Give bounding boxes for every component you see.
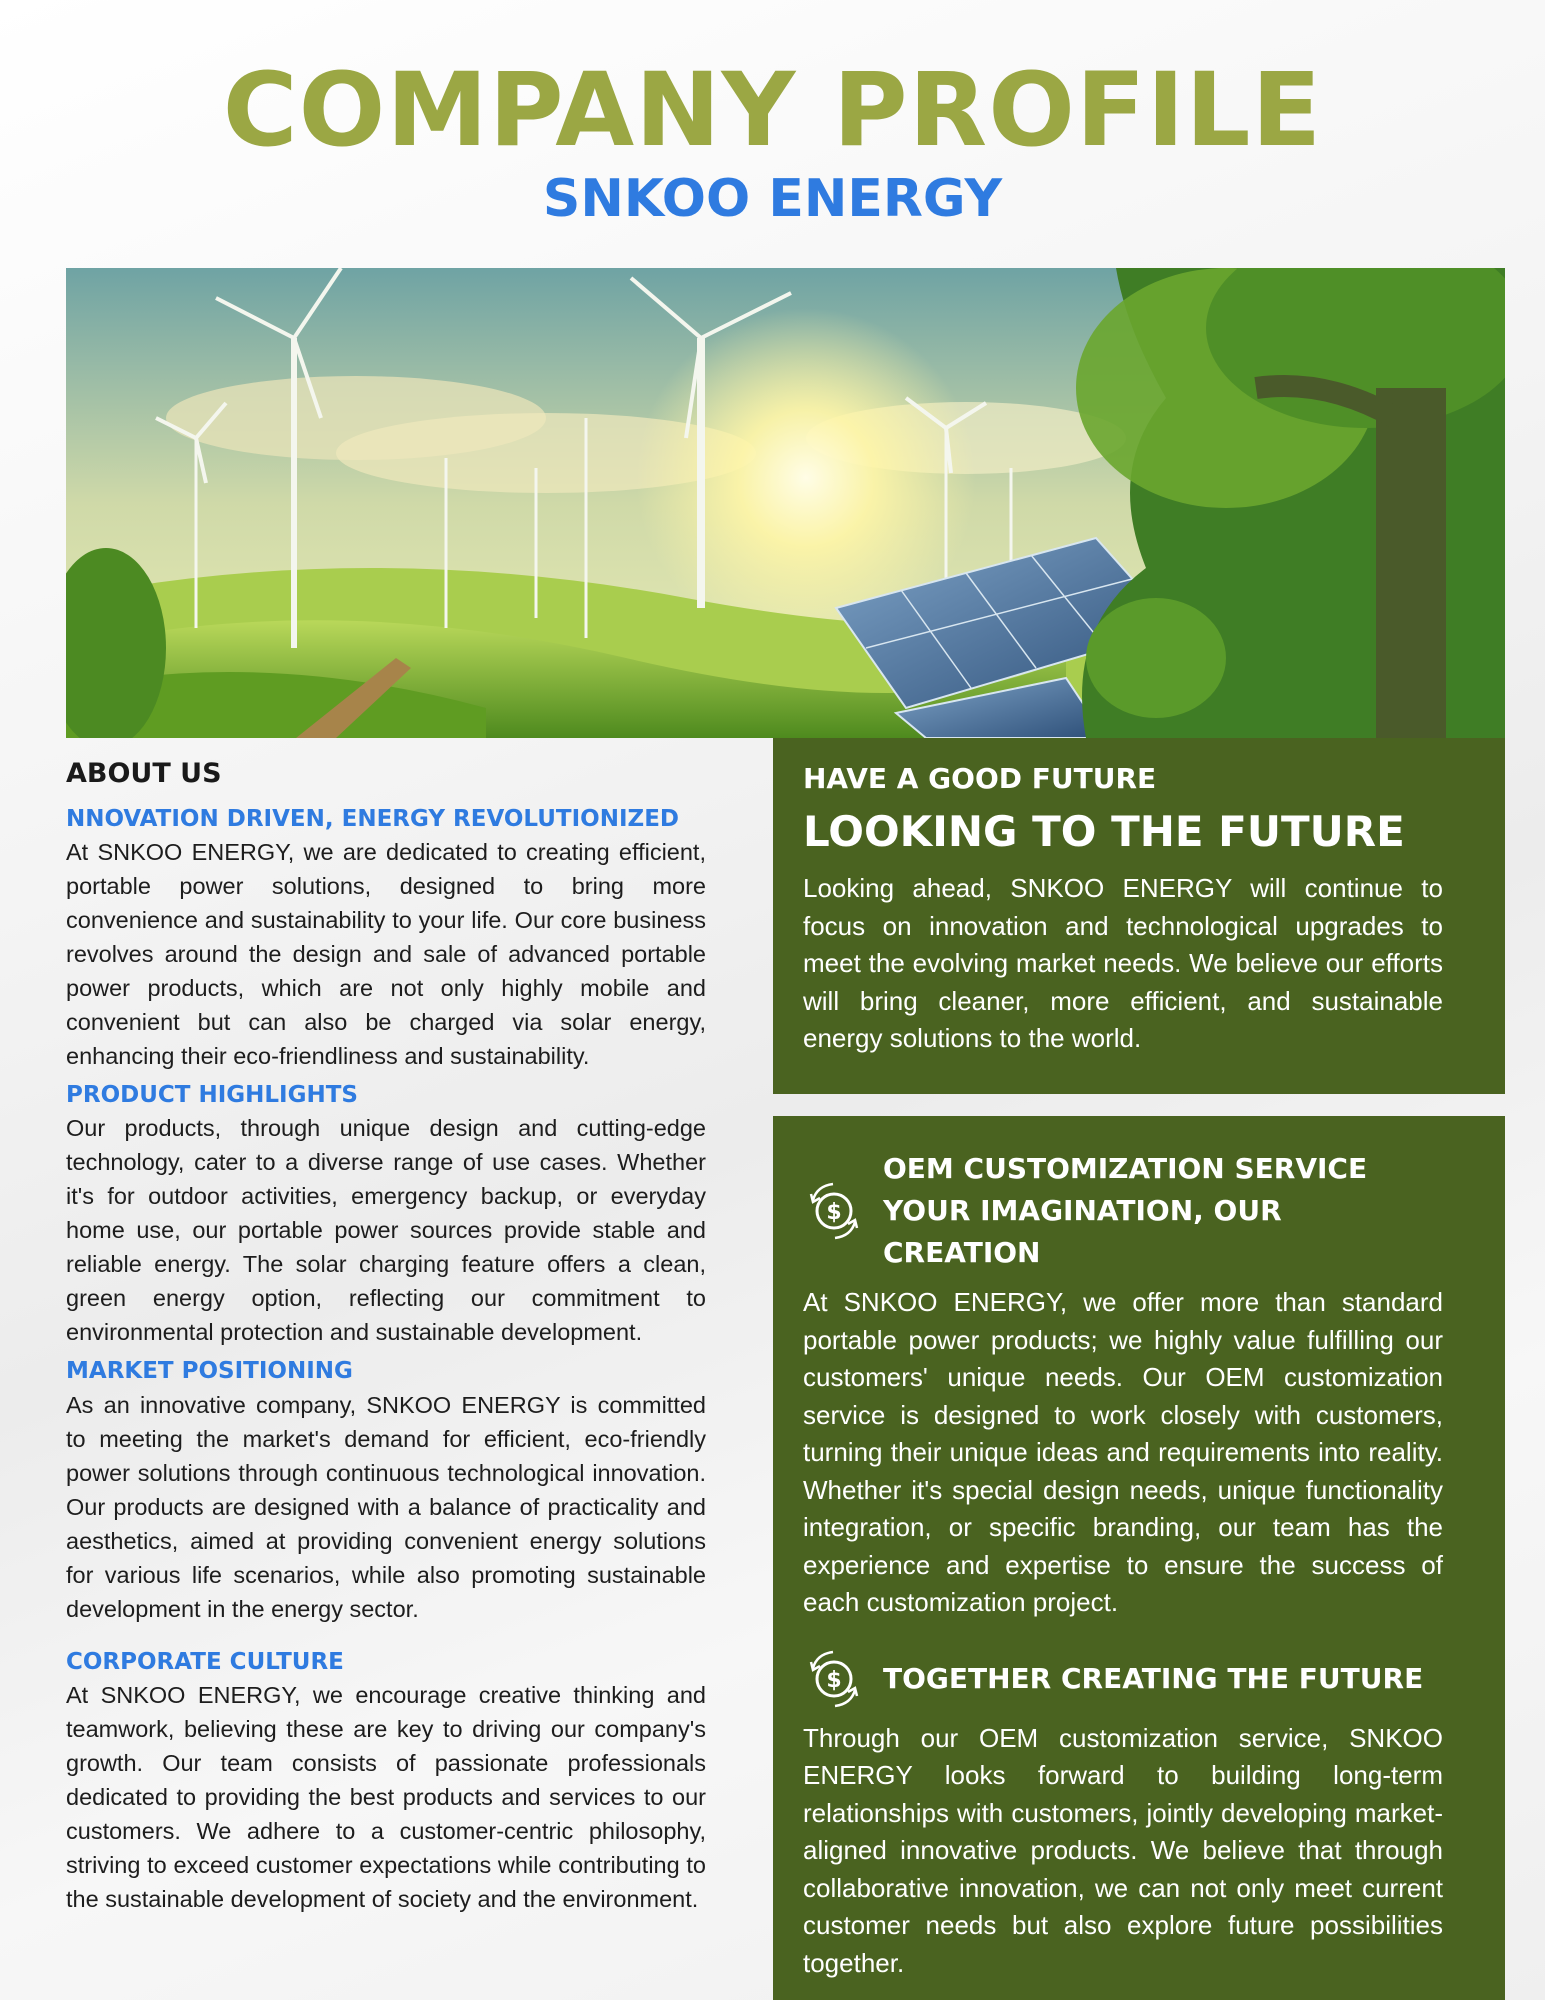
svg-text:$: $ bbox=[826, 1667, 842, 1693]
future-panel bbox=[773, 738, 1505, 1094]
section-text: Our products, through unique design and cutting-edge technology, cater to a diverse range of use cases. Whether it's for outdoor activities, emergency backup, or everyday home use, our portable power sources provide stable and reliable energy. The solar charging feature offers a clean, green energy option, reflecting our commitment to environmental protection and sustainable development. bbox=[66, 1115, 706, 1346]
section-heading: NNOVATION DRIVEN, ENERGY REVOLUTIONIZED bbox=[66, 806, 679, 832]
dollar-exchange-icon bbox=[803, 1180, 865, 1242]
dollar-exchange-icon bbox=[803, 1648, 865, 1710]
section-text: At SNKOO ENERGY, we are dedicated to creating efficient, portable power solutions, designed to bring more convenience and sustainability to your life. Our core business revolves around the design and sale of advanced portable power products, which are not only highly mobile and convenient but can also be charged via solar energy, enhancing their eco-friendliness and sustainability. bbox=[66, 839, 706, 1070]
future-kicker: HAVE A GOOD FUTURE bbox=[803, 762, 1157, 795]
about-column bbox=[66, 752, 706, 1922]
together-text: Through our OEM customization service, SNKOO ENERGY looks forward to building long-term relationships with customers, jointly developing market-aligned innovative products. We believe that through collaborative innovation, we can not only meet current customer needs but also explore future possibilities together. bbox=[803, 1722, 1443, 1978]
oem-heading: OEM CUSTOMIZATION SERVICE bbox=[883, 1152, 1368, 1185]
section-heading: CORPORATE CULTURE bbox=[66, 1648, 344, 1675]
oem-text: At SNKOO ENERGY, we offer more than standard portable power products; we highly value fulfilling our customers' unique needs. Our OEM customization service is designed to work closely with customers, turning their unique ideas and requirements into reality. Whether it's special design needs, unique functionality integration, or specific branding, our team has the experience and expertise to ensure the success of each customization project. bbox=[803, 1287, 1443, 1617]
hero-image bbox=[66, 268, 1505, 738]
oem-tagline: YOUR IMAGINATION, OUR CREATION bbox=[883, 1194, 1282, 1269]
company-name: SNKOO ENERGY bbox=[542, 169, 1003, 229]
future-heading: LOOKING TO THE FUTURE bbox=[803, 807, 1405, 856]
oem-panel bbox=[773, 1116, 1505, 2000]
section-heading: PRODUCT HIGHLIGHTS bbox=[66, 1082, 358, 1109]
future-text: Looking ahead, SNKOO ENERGY will continue to focus on innovation and technological upgrades to meet the evolving market needs. We believe our efforts will bring cleaner, more efficient, and sustainable energy solutions to the world. bbox=[803, 873, 1443, 1053]
section-text: As an innovative company, SNKOO ENERGY is committed to meeting the market's demand for efficient, eco-friendly power solutions through continuous technological innovation. Our products are designed with a balance of practicality and aesthetics, aimed at providing convenient energy solutions for various life scenarios, while also promoting sustainable development in the energy sector. bbox=[66, 1391, 706, 1622]
page-title: COMPANY PROFILE bbox=[222, 51, 1323, 170]
about-heading: ABOUT US bbox=[66, 758, 222, 789]
section-heading: MARKET POSITIONING bbox=[66, 1358, 353, 1385]
together-heading: TOGETHER CREATING THE FUTURE bbox=[883, 1661, 1424, 1695]
section-text: At SNKOO ENERGY, we encourage creative thinking and teamwork, believing these are key to driving our company's growth. Our team consists of passionate professionals dedicated to providing the best products and services to our customers. We adhere to a customer-centric philosophy, striving to exceed customer expectations while contributing to the sustainable development of society and the environment. bbox=[66, 1681, 706, 1912]
svg-text:$: $ bbox=[826, 1200, 842, 1225]
